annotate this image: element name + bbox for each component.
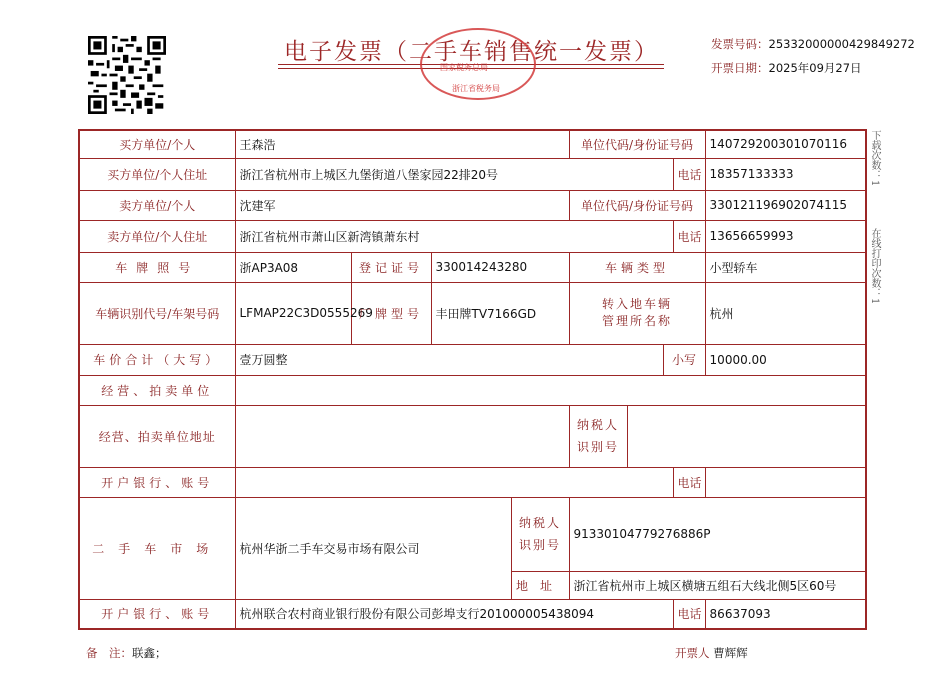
buyer-name-row [79, 130, 866, 158]
market-row [79, 497, 866, 571]
auction-bank-label: 开户银行、账号 [79, 467, 235, 497]
market-bank-label: 开户银行、账号 [79, 599, 235, 629]
vehicle-type-label: 车辆类型 [569, 252, 705, 282]
issuer-label: 开票人 [675, 646, 710, 660]
market-phone-label: 电话 [673, 599, 705, 629]
invoice-title: 电子发票（二手车销售统一发票） [284, 39, 659, 65]
seller-phone-label: 电话 [673, 220, 705, 252]
vehicle-model: 丰田牌TV7166GD [431, 282, 569, 344]
market-bank-row [79, 599, 866, 629]
buyer-name-label: 买方单位/个人 [79, 130, 235, 158]
auction-address-label: 经营、拍卖单位地址 [79, 405, 235, 467]
remarks-label: 备 注： [86, 646, 132, 660]
remarks [86, 645, 167, 661]
price-small-label: 小写 [663, 344, 705, 375]
auction-tax-label [569, 405, 627, 467]
market-tax-label [511, 497, 569, 571]
auction-unit [235, 375, 866, 405]
issuer [675, 645, 748, 661]
market-name: 杭州华浙二手车交易市场有限公司 [235, 497, 511, 599]
buyer-phone: 18357133333 [705, 158, 866, 190]
seller-address-label: 卖方单位/个人住址 [79, 220, 235, 252]
seller-name: 沈建军 [235, 190, 569, 220]
price-upper: 壹万圆整 [235, 344, 663, 375]
invoice-date: 开票日期：2025年09月27日 [711, 61, 862, 75]
online-print-count: 在线打印次数：1 [869, 228, 880, 305]
market-phone: 86637093 [705, 599, 866, 629]
buyer-address-row [79, 158, 866, 190]
transfer-label-line1: 转入地车辆 [602, 297, 673, 311]
buyer-id-label: 单位代码/身份证号码 [569, 130, 705, 158]
invoice-number: 发票号码：25332000000429849272 [711, 37, 915, 51]
seller-name-label: 卖方单位/个人 [79, 190, 235, 220]
registration-number: 330014243280 [431, 252, 569, 282]
auction-address [235, 405, 569, 467]
auction-tax-label-line1: 纳税人 [577, 418, 620, 432]
auction-unit-label: 经营、拍卖单位 [79, 375, 235, 405]
seller-id: 330121196902074115 [705, 190, 866, 220]
model-label: 厂牌型号 [351, 282, 431, 344]
invoice-table [78, 129, 867, 630]
auction-phone [705, 467, 866, 497]
seller-address-row [79, 220, 866, 252]
transfer-office-label [569, 282, 705, 344]
auction-address-row [79, 405, 866, 467]
market-label: 二手车市场 [79, 497, 235, 599]
market-bank: 杭州联合农村商业银行股份有限公司彭埠支行201000005438094 [235, 599, 673, 629]
buyer-address: 浙江省杭州市上城区九堡街道八堡家园22排20号 [235, 158, 673, 190]
vin-label: 车辆识别代号/车架号码 [79, 282, 235, 344]
issuer-name: 曹辉辉 [713, 646, 748, 660]
vehicle-type: 小型轿车 [705, 252, 866, 282]
auction-unit-row [79, 375, 866, 405]
qr-code [88, 36, 166, 114]
transfer-label-line2: 管理所名称 [602, 314, 673, 328]
buyer-id: 140729200301070116 [705, 130, 866, 158]
transfer-office: 杭州 [705, 282, 866, 344]
seal-text-2: 浙江省税务局 [452, 84, 500, 93]
seller-name-row [79, 190, 866, 220]
seal-text-1: 国家税务总局 [440, 63, 488, 72]
seller-address: 浙江省杭州市萧山区新湾镇萧东村 [235, 220, 673, 252]
market-address-label: 地址 [511, 571, 569, 599]
market-tax-label-line1: 纳税人 [519, 516, 562, 530]
price-row [79, 344, 866, 375]
price-small: 10000.00 [705, 344, 866, 375]
download-count: 下载次数：1 [869, 130, 880, 187]
buyer-address-label: 买方单位/个人住址 [79, 158, 235, 190]
plate-label: 车牌照号 [79, 252, 235, 282]
buyer-name: 王森浩 [235, 130, 569, 158]
vehicle-plate-row [79, 252, 866, 282]
seller-phone: 13656659993 [705, 220, 866, 252]
registration-label: 登记证号 [351, 252, 431, 282]
plate-number: 浙AP3A08 [235, 252, 351, 282]
auction-phone-label: 电话 [673, 467, 705, 497]
market-tax-id: 91330104779276886P [569, 497, 866, 571]
auction-tax-label-line2: 识别号 [577, 440, 620, 454]
seller-id-label: 单位代码/身份证号码 [569, 190, 705, 220]
market-tax-label-line2: 识别号 [519, 538, 562, 552]
vehicle-vin-row [79, 282, 866, 344]
buyer-phone-label: 电话 [673, 158, 705, 190]
remarks-value: 联鑫； [132, 646, 167, 660]
auction-tax-id [627, 405, 866, 467]
price-upper-label: 车价合计（大写） [79, 344, 235, 375]
market-address: 浙江省杭州市上城区横塘五组石大线北侧5区60号 [569, 571, 866, 599]
auction-bank-row [79, 467, 866, 497]
vin-number: LFMAP22C3D0555269 [235, 282, 351, 344]
auction-bank [235, 467, 673, 497]
